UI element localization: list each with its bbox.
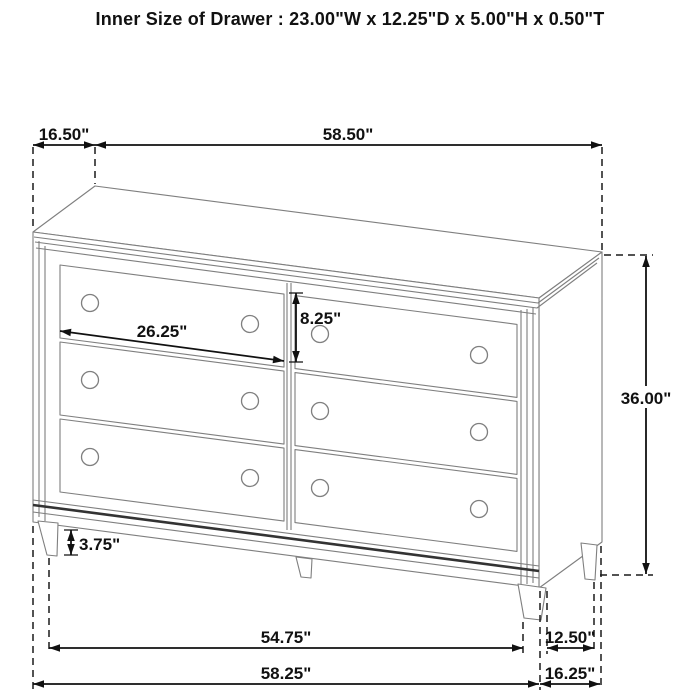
- dim-label-height: 36.00": [620, 389, 672, 408]
- knob: [242, 393, 259, 410]
- knob: [471, 347, 488, 364]
- dresser-line-art: [33, 186, 602, 620]
- dim-label-drawer-width: 26.25": [136, 322, 188, 341]
- knob: [312, 326, 329, 343]
- dim-label-bottom-inner-depth: 12.50": [544, 628, 596, 647]
- dim-label-bottom-width: 58.25": [260, 664, 312, 683]
- leg-front-right: [518, 584, 546, 620]
- knob: [242, 470, 259, 487]
- knob: [82, 372, 99, 389]
- leg-front-left: [38, 521, 58, 556]
- dim-label-bottom-depth: 16.25": [544, 664, 596, 683]
- dim-label-drawer-front-height: 8.25": [300, 309, 342, 328]
- dresser-side-panel: [539, 252, 602, 588]
- knob: [82, 295, 99, 312]
- dim-label-top-width: 58.50": [322, 125, 374, 144]
- diagram-title: Inner Size of Drawer : 23.00"W x 12.25"D x 5.00"H x 0.50"T: [95, 9, 605, 29]
- dim-label-leg-height: 3.75": [79, 535, 121, 554]
- knob: [471, 501, 488, 518]
- dim-label-bottom-inner-width: 54.75": [260, 628, 312, 647]
- knob: [82, 449, 99, 466]
- leg-back-right: [581, 543, 597, 580]
- knob: [312, 480, 329, 497]
- knob: [471, 424, 488, 441]
- dim-label-top-depth: 16.50": [38, 125, 90, 144]
- leg-front-center: [296, 557, 312, 578]
- knob: [312, 403, 329, 420]
- knob: [242, 316, 259, 333]
